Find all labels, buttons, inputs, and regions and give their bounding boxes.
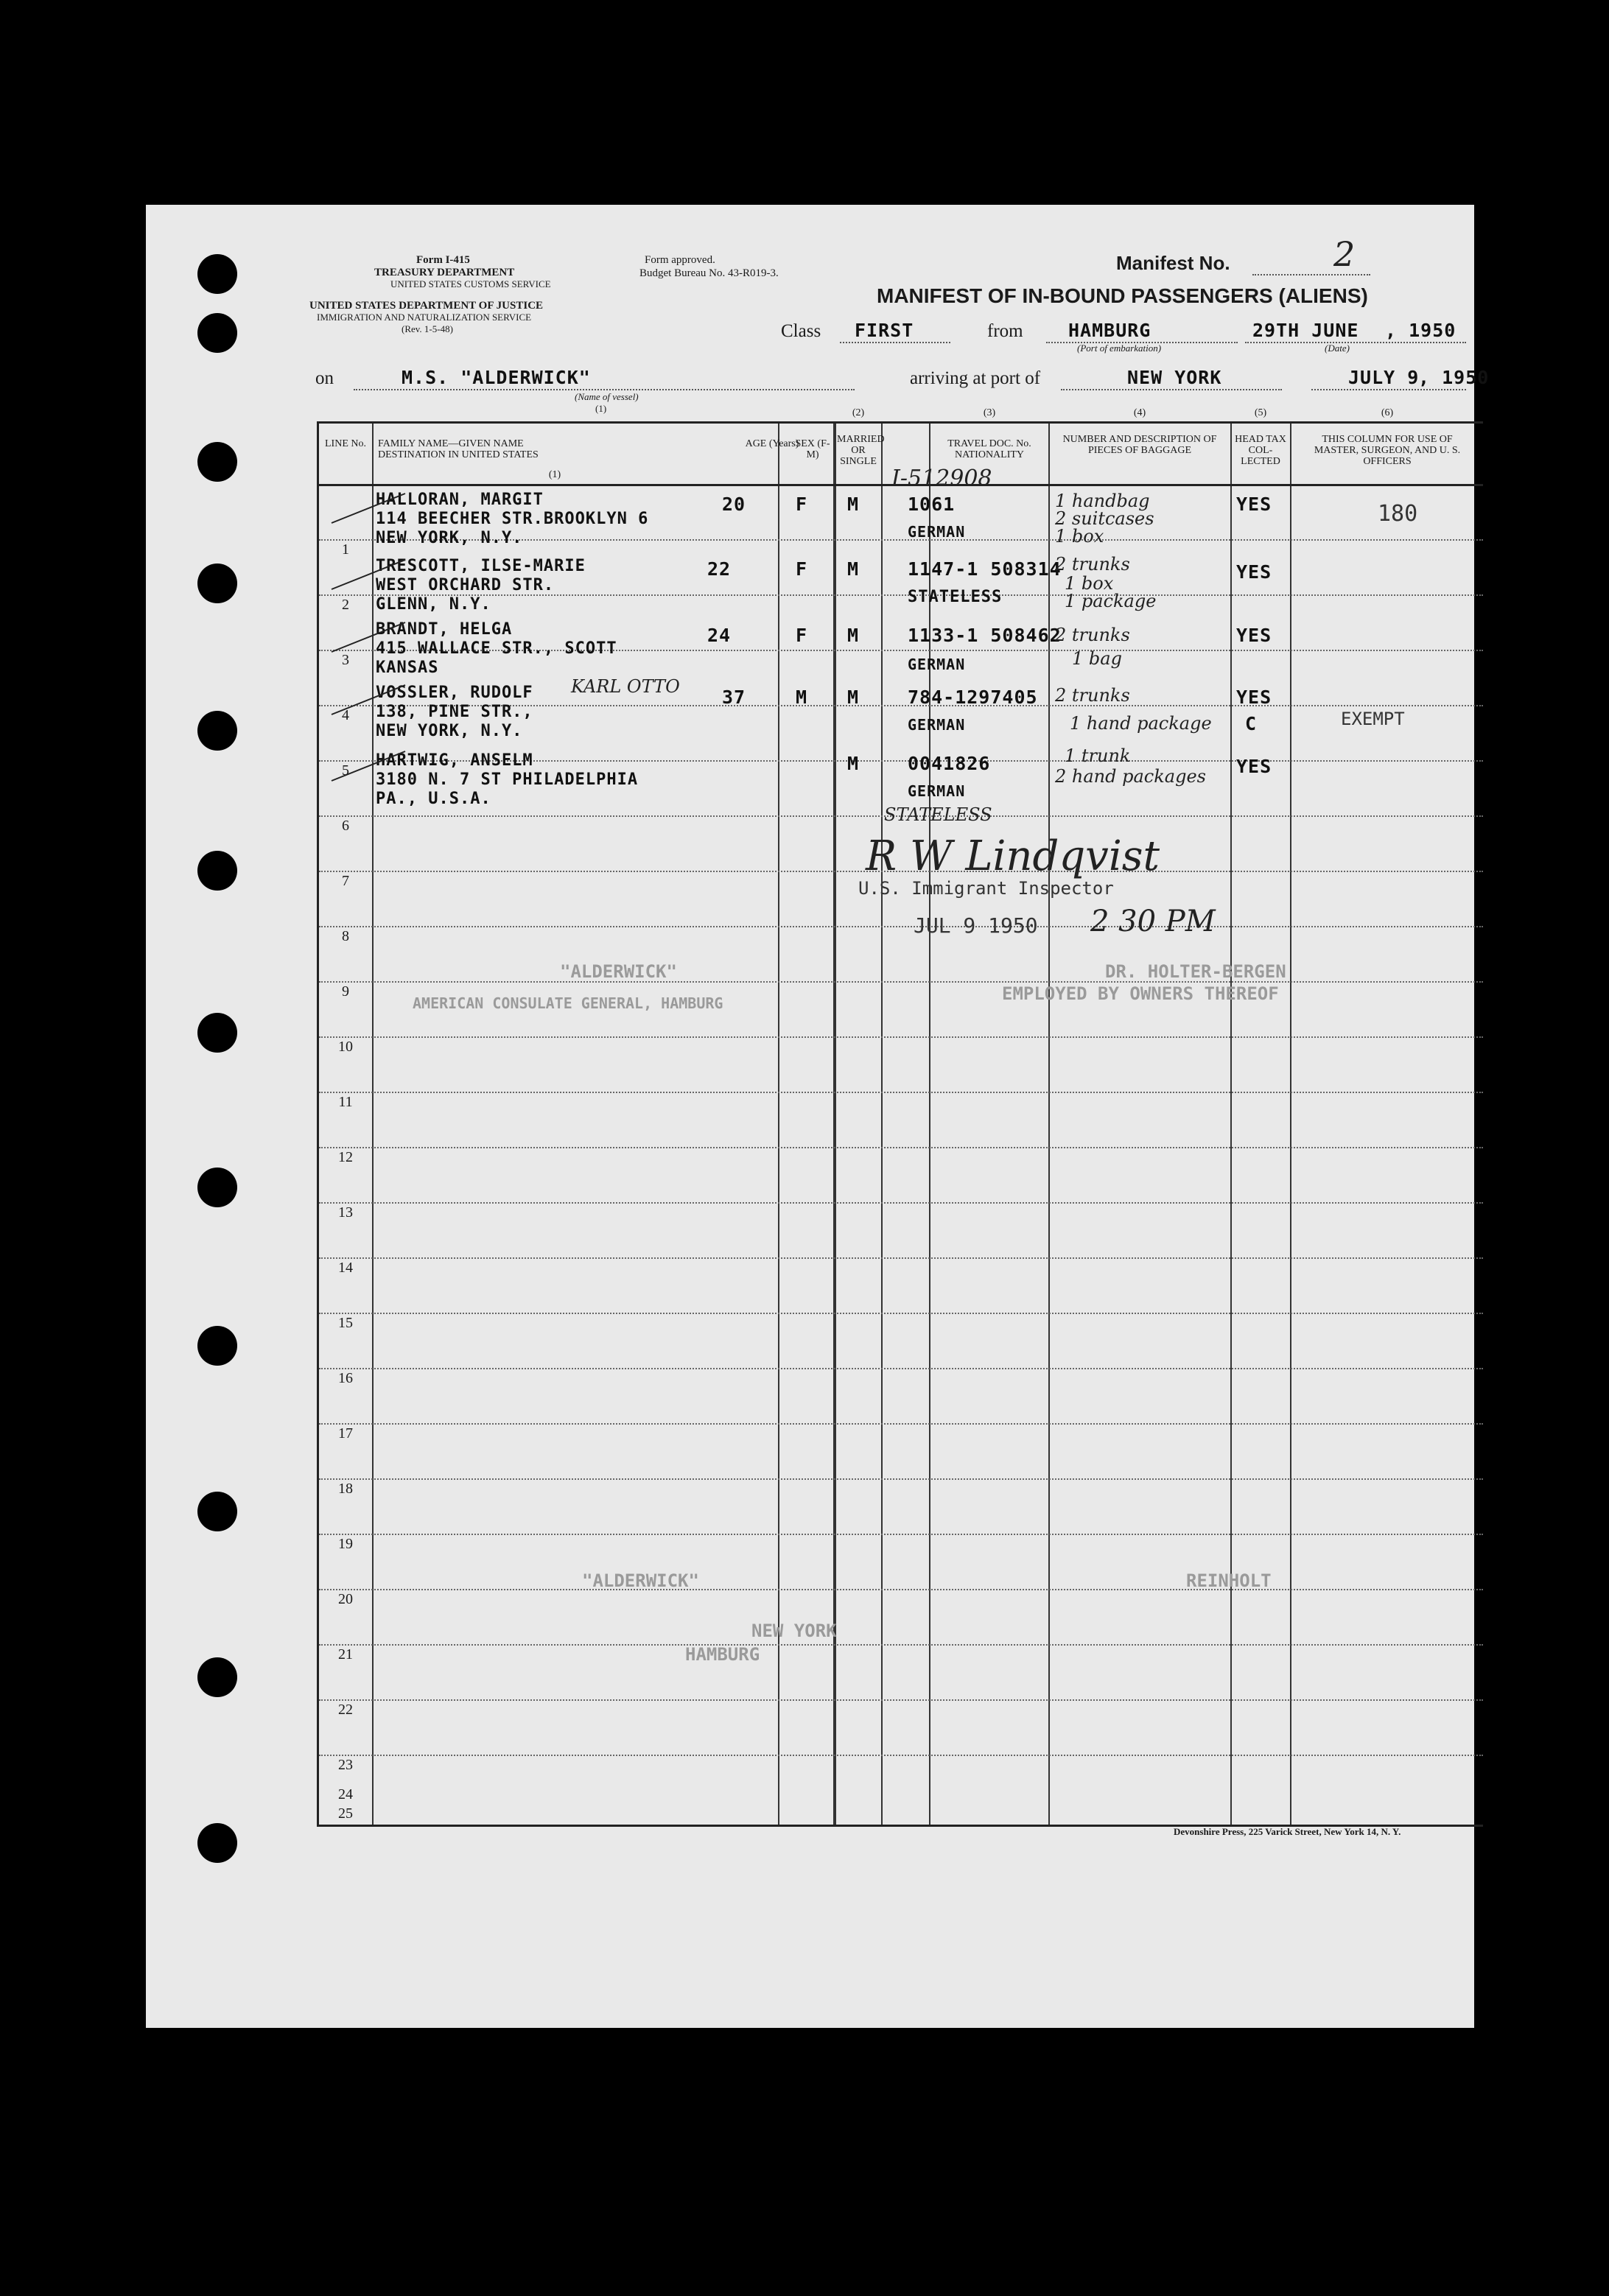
line-number: 18 — [338, 1481, 353, 1497]
col-doc-num: (3) — [983, 407, 996, 418]
passenger-address: KANSAS — [376, 659, 439, 677]
line-number: 6 — [342, 818, 349, 834]
line-number: 23 — [338, 1757, 353, 1773]
manifest-number: 2 — [1333, 234, 1356, 274]
vessel-name: M.S. "ALDERWICK" — [402, 367, 591, 388]
line-number: 19 — [338, 1536, 353, 1552]
head-tax: YES — [1236, 687, 1272, 708]
line-number: 14 — [338, 1260, 353, 1276]
col-divider — [1230, 424, 1232, 1825]
punch-hole — [197, 1823, 237, 1863]
punch-hole — [197, 1013, 237, 1053]
line-number: 16 — [338, 1370, 353, 1386]
bleed-text: DR. HOLTER-BERGEN — [1105, 961, 1286, 982]
class-label: Class — [781, 321, 821, 341]
baggage-item: 2 hand packages — [1055, 766, 1206, 787]
dept-customs: UNITED STATES CUSTOMS SERVICE — [390, 278, 551, 289]
dept-ins: IMMIGRATION AND NATURALIZATION SERVICE — [317, 312, 532, 323]
punch-hole — [197, 1326, 237, 1366]
passenger-sex: F — [796, 625, 808, 646]
passenger-sex: F — [796, 494, 808, 515]
line-number: 25 — [338, 1805, 353, 1822]
arriving-line — [1061, 389, 1282, 390]
head-tax: YES — [1236, 494, 1272, 515]
line-number: 11 — [338, 1094, 353, 1110]
passenger-nationality: GERMAN — [908, 716, 966, 734]
arrival-date-line — [1311, 389, 1466, 390]
passenger-marital: M — [847, 753, 860, 774]
passenger-doc: 1061 — [908, 494, 956, 515]
passenger-name: BRANDT, HELGA — [376, 620, 513, 639]
bleed-text: EMPLOYED BY OWNERS THEREOF — [1002, 983, 1279, 1004]
passenger-doc: 1147-1 508314 — [908, 558, 1062, 580]
line-number: 21 — [338, 1646, 353, 1663]
vessel-line — [354, 389, 855, 390]
passenger-nationality: GERMAN — [908, 656, 966, 673]
col-tax: HEAD TAX COL-LECTED — [1235, 434, 1286, 467]
passenger-address: WEST ORCHARD STR. — [376, 576, 555, 594]
line-number: 9 — [342, 983, 349, 1000]
dept-justice: UNITED STATES DEPARTMENT OF JUSTICE — [309, 300, 544, 312]
inspection-date-stamp: JUL 9 1950 — [914, 913, 1038, 938]
form-number: Form I-415 — [416, 254, 470, 266]
col-baggage-num: (4) — [1133, 407, 1146, 418]
passenger-sex: F — [796, 558, 808, 580]
bleed-text: "ALDERWICK" — [560, 961, 677, 982]
head-tax: YES — [1236, 625, 1272, 646]
baggage-item: 2 trunks — [1055, 685, 1130, 706]
passenger-nationality: GERMAN — [908, 523, 966, 541]
col-sex: SEX (F-M) — [795, 438, 830, 460]
passenger-address: GLENN, N.Y. — [376, 595, 491, 614]
punch-hole — [197, 711, 237, 751]
passenger-doc: 784-1297405 — [908, 687, 1038, 708]
col-baggage: NUMBER AND DESCRIPTION OF PIECES OF BAGGAGE — [1062, 434, 1217, 456]
departure-date: 29TH JUNE — [1252, 320, 1359, 341]
arrival-year: , 1950 — [1418, 367, 1490, 388]
col-divider — [835, 424, 836, 1825]
passenger-address: NEW YORK, N.Y. — [376, 529, 523, 547]
printer-imprint: Devonshire Press, 225 Varick Street, New York 14, N. Y. — [1174, 1826, 1401, 1837]
passenger-marital: M — [847, 687, 860, 708]
line-number: 12 — [338, 1149, 353, 1165]
passenger-doc: 1133-1 508462 — [908, 625, 1062, 646]
col-name: FAMILY NAME—GIVEN NAME DESTINATION IN UNITED STATES — [378, 438, 539, 460]
punch-hole — [197, 1492, 237, 1531]
bleed-text: HAMBURG — [685, 1644, 760, 1665]
col-officers-num: (6) — [1381, 407, 1394, 418]
on-label: on — [315, 368, 334, 388]
manifest-number-line — [1252, 274, 1370, 275]
line-number: 22 — [338, 1702, 353, 1718]
line-number: 5 — [342, 762, 349, 779]
date-caption: (Date) — [1325, 343, 1350, 354]
arrival-port: NEW YORK — [1127, 367, 1222, 388]
officer-note: EXEMPT — [1341, 709, 1405, 729]
passenger-name: HALLORAN, MARGIT — [376, 491, 544, 509]
baggage-item: 1 box — [1065, 573, 1114, 594]
check-marks — [324, 479, 413, 803]
baggage-item: 1 handbag — [1055, 491, 1150, 511]
bleed-text: AMERICAN CONSULATE GENERAL, HAMBURG — [413, 994, 723, 1012]
baggage-item: 1 hand package — [1070, 713, 1212, 734]
punch-hole — [197, 564, 237, 603]
passenger-marital: M — [847, 625, 860, 646]
line-number: 2 — [342, 597, 349, 613]
passenger-doc: 0041826 — [908, 753, 991, 774]
passenger-name-handwritten: KARL OTTO — [571, 676, 680, 697]
bleed-text: REINHOLT — [1186, 1570, 1272, 1591]
manifest-label: Manifest No. — [1116, 252, 1230, 274]
from-label: from — [987, 321, 1023, 341]
col-divider — [1290, 424, 1291, 1825]
dept-treasury: TREASURY DEPARTMENT — [374, 267, 515, 278]
baggage-item: 1 package — [1065, 591, 1157, 611]
vessel-col-num: (1) — [595, 403, 607, 414]
baggage-item: 2 trunks — [1055, 554, 1130, 575]
line-number: 15 — [338, 1315, 353, 1331]
passenger-address: 114 BEECHER STR.BROOKLYN 6 — [376, 510, 649, 528]
line-number: 7 — [342, 873, 349, 889]
departure-year: , 1950 — [1385, 320, 1456, 341]
class-line — [840, 342, 950, 343]
passenger-doc-handwritten: I-512908 — [891, 466, 992, 491]
bleed-text: NEW YORK — [751, 1621, 837, 1641]
passenger-address: 3180 N. 7 ST PHILADELPHIA — [376, 770, 639, 789]
line-number: 3 — [342, 652, 349, 668]
form-rev: (Rev. 1-5-48) — [402, 323, 453, 334]
passenger-age: 37 — [722, 687, 746, 708]
col-line-no: LINE No. — [325, 438, 366, 449]
passenger-marital: M — [847, 558, 860, 580]
baggage-item: 1 trunk — [1065, 745, 1131, 766]
officer-note: 180 — [1378, 501, 1418, 527]
punch-hole — [197, 851, 237, 891]
line-number: 8 — [342, 928, 349, 944]
punch-hole — [197, 313, 237, 353]
punch-hole — [197, 1168, 237, 1207]
passenger-nationality: STATELESS — [908, 588, 1003, 606]
passenger-name: VOSSLER, RUDOLF — [376, 684, 533, 702]
line-number: 20 — [338, 1591, 353, 1607]
passenger-address: 415 WALLACE STR., SCOTT — [376, 639, 617, 658]
inspector-title: U.S. Immigrant Inspector — [858, 878, 1114, 899]
col-divider — [881, 424, 883, 1825]
line-number: 24 — [338, 1786, 353, 1802]
head-tax-code: C — [1245, 713, 1258, 734]
passenger-name: TRESCOTT, ILSE-MARIE — [376, 557, 586, 575]
budget-bureau: Budget Bureau No. 43-R019-3. — [639, 267, 779, 279]
punch-hole — [197, 442, 237, 482]
col-doc: TRAVEL DOC. No. NATIONALITY — [947, 438, 1031, 460]
manifest-title: MANIFEST OF IN-BOUND PASSENGERS (ALIENS) — [877, 284, 1368, 307]
baggage-item: 1 box — [1055, 526, 1104, 547]
passenger-sex: M — [796, 687, 808, 708]
date-line — [1245, 342, 1466, 343]
passenger-age: 24 — [707, 625, 732, 646]
inspector-signature: R W Lindqvist — [866, 832, 1160, 880]
bleed-text: "ALDERWICK" — [582, 1570, 699, 1591]
line-number: 4 — [342, 707, 349, 723]
from-caption: (Port of embarkation) — [1077, 343, 1162, 354]
punch-hole — [197, 1657, 237, 1697]
col-age: AGE (Years) — [745, 438, 799, 449]
passenger-age: 22 — [707, 558, 732, 580]
from-value: HAMBURG — [1068, 320, 1151, 341]
baggage-item: 2 suitcases — [1055, 508, 1154, 529]
line-number: 1 — [342, 541, 349, 558]
passenger-nationality: GERMAN — [908, 782, 966, 800]
passenger-address: 138, PINE STR., — [376, 703, 533, 721]
col-tax-num: (5) — [1254, 407, 1267, 418]
passenger-name: HARTWIG, ANSELM — [376, 751, 533, 770]
line-number: 13 — [338, 1204, 353, 1221]
passenger-doc-handwritten: STATELESS — [884, 804, 992, 825]
col-officers: THIS COLUMN FOR USE OF MASTER, SURGEON, AND U. S. OFFICERS — [1314, 434, 1461, 467]
baggage-item: 2 trunks — [1055, 625, 1130, 645]
head-tax: YES — [1236, 756, 1272, 777]
col-divider — [778, 424, 779, 1825]
passenger-age: 20 — [722, 494, 746, 515]
line-number: 17 — [338, 1425, 353, 1442]
passenger-address: PA., U.S.A. — [376, 790, 491, 808]
arriving-label: arriving at port of — [910, 368, 1041, 388]
line-number: 10 — [338, 1039, 353, 1055]
inspection-time: 2 30 PM — [1090, 905, 1216, 938]
col-marital: MARRIED OR SINGLE — [837, 434, 885, 467]
passenger-marital: M — [847, 494, 860, 515]
arrival-date: JULY 9 — [1348, 367, 1420, 388]
passenger-address: NEW YORK, N.Y. — [376, 722, 523, 740]
baggage-item: 1 bag — [1072, 648, 1122, 669]
class-value: FIRST — [855, 320, 914, 341]
col-marital-num: (2) — [852, 407, 865, 418]
punch-hole — [197, 254, 237, 294]
vessel-caption: (Name of vessel) — [575, 391, 639, 402]
head-tax: YES — [1236, 561, 1272, 583]
col-name-num: (1) — [548, 469, 561, 480]
form-approved: Form approved. — [645, 254, 715, 266]
